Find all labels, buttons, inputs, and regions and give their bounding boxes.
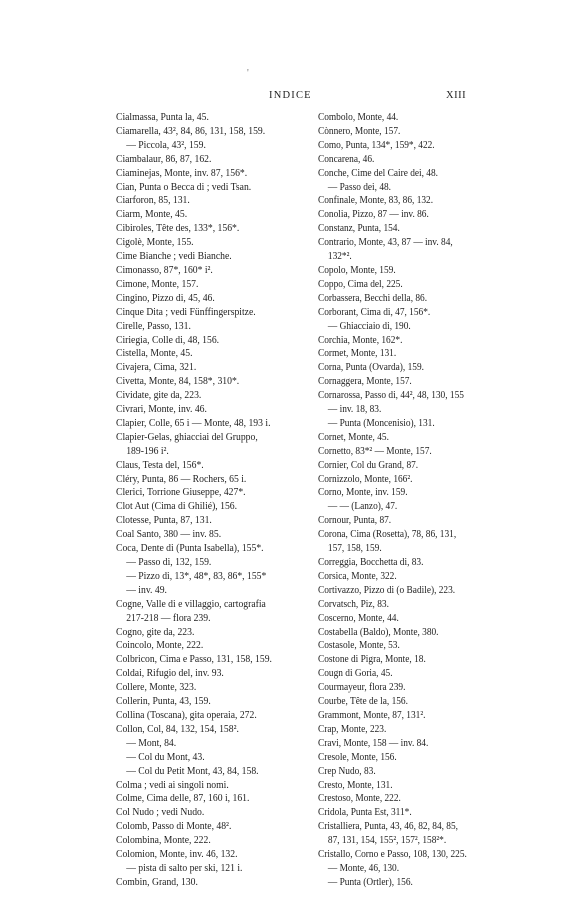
index-entry: Collina (Toscana), gita operaia, 272.: [116, 709, 257, 721]
index-entry: Cristallo, Corno e Passo, 108, 130, 225.: [318, 849, 467, 861]
index-entry: — Piccola, 43², 159.: [126, 139, 206, 151]
index-entry: Ciaminejas, Monte, inv. 87, 156*.: [116, 167, 248, 179]
index-entry: Corsica, Monte, 322.: [318, 570, 397, 582]
index-entry: Cingino, Pizzo di, 45, 46.: [116, 292, 215, 304]
index-entry: Collon, Col, 84, 132, 154, 158².: [116, 723, 239, 735]
index-entry: Corchia, Monte, 162*.: [318, 334, 403, 346]
index-entry: — inv. 18, 83.: [327, 404, 382, 416]
index-entry: Civajera, Cima, 321.: [116, 362, 197, 374]
index-entry: Cirelle, Passo, 131.: [116, 320, 191, 332]
index-entry: Colme, Cima delle, 87, 160 i, 161.: [116, 793, 250, 805]
index-entry: Constanz, Punta, 154.: [318, 223, 400, 235]
index-entry: Cléry, Punta, 86 — Rochers, 65 i.: [116, 473, 247, 485]
index-entry: Crep Nudo, 83.: [318, 765, 376, 777]
index-entry: Ciarm, Monte, 45.: [116, 209, 188, 221]
index-entry: Clot Aut (Cima di Ghilié), 156.: [116, 501, 238, 513]
index-entry: Clapier-Gelas, ghiacciai del Gruppo,: [116, 431, 258, 443]
index-entry: — Punta (Moncenisio), 131.: [327, 417, 435, 429]
index-entry: Como, Punta, 134*, 159*, 422.: [318, 139, 435, 151]
index-entry: Civetta, Monte, 84, 158*, 310*.: [116, 376, 240, 388]
index-entry: Cornet, Monte, 45.: [318, 431, 389, 443]
index-entry: — Col du Petit Mont, 43, 84, 158.: [126, 765, 259, 777]
index-entry: Costabella (Baldo), Monte, 380.: [318, 626, 439, 638]
index-entry: Colombina, Monte, 222.: [116, 835, 211, 847]
index-entry: Contrario, Monte, 43, 87 — inv. 84,: [318, 237, 453, 249]
index-entry: Cimonasso, 87*, 160* i².: [116, 264, 213, 276]
index-entry: Coscerno, Monte, 44.: [318, 612, 399, 624]
index-entry: Cormet, Monte, 131.: [318, 348, 397, 360]
index-entry: Concarena, 46.: [318, 153, 375, 165]
index-entry: — inv. 49.: [126, 584, 167, 596]
index-entry: Ciambalaur, 86, 87, 162.: [116, 153, 212, 165]
index-entry: Correggia, Bocchetta di, 83.: [318, 557, 424, 568]
index-entry: Corvatsch, Piz, 83.: [318, 598, 389, 610]
index-entry: Combolo, Monte, 44.: [318, 112, 399, 123]
index-entry: 189-196 i².: [126, 445, 169, 457]
index-entry: Cime Bianche ; vedi Bianche.: [116, 251, 232, 263]
index-entry: Ciarforon, 85, 131.: [116, 195, 190, 207]
index-entry: — Ghiacciaio di, 190.: [327, 320, 411, 332]
index-entry: — — (Lanzo), 47.: [327, 501, 398, 513]
index-entry: Cresole, Monte, 156.: [318, 751, 397, 763]
index-entry: Cogno, gite da, 223.: [116, 626, 195, 638]
index-entry: — Monte, 46, 130.: [327, 862, 400, 874]
index-entry: Cortivazzo, Pizzo di (o Badile), 223.: [318, 584, 456, 596]
index-entry: Cialmassa, Punta la, 45.: [116, 112, 209, 123]
index-entry: Colomion, Monte, inv. 46, 132.: [116, 849, 238, 861]
index-entry: Crestoso, Monte, 222.: [318, 793, 401, 805]
index-entry: Collerin, Punta, 43, 159.: [116, 696, 211, 708]
index-entry: Corona, Cima (Rosetta), 78, 86, 131,: [318, 529, 457, 541]
index-entry: Cònnero, Monte, 157.: [318, 125, 401, 137]
index-entry: Claus, Testa del, 156*.: [116, 459, 204, 471]
index-entry: Cibiroles, Tête des, 133*, 156*.: [116, 223, 240, 235]
index-entry: Cividate, gite da, 223.: [116, 390, 202, 402]
index-entry: Cresto, Monte, 131.: [318, 779, 393, 791]
index-entry: Conche, Cime del Caire dei, 48.: [318, 167, 438, 179]
index-entry: Cornetto, 83*² — Monte, 157.: [318, 445, 432, 457]
index-entry: Ciriegia, Colle di, 48, 156.: [116, 334, 220, 346]
index-entry: — pista di salto per ski, 121 i.: [126, 862, 243, 874]
index-entry: — Passo di, 132, 159.: [126, 557, 212, 568]
index-entry: 132*².: [327, 251, 352, 263]
running-title: INDICE: [269, 90, 312, 101]
page-number: XIII: [446, 90, 467, 101]
index-entry: Costasole, Monte, 53.: [318, 640, 400, 652]
index-entry: Colbricon, Cima e Passo, 131, 158, 159.: [116, 654, 272, 666]
index-entry: Corbassera, Becchi della, 86.: [318, 292, 428, 304]
index-entry: Cridola, Punta Est, 311*.: [318, 807, 412, 819]
index-entry: Cornier, Col du Grand, 87.: [318, 459, 419, 471]
index-entry: Ciamarella, 43², 84, 86, 131, 158, 159.: [116, 125, 266, 137]
index-entry: Cristalliera, Punta, 43, 46, 82, 84, 85,: [318, 821, 459, 833]
index-entry: Cornour, Punta, 87.: [318, 515, 392, 527]
index-entry: Cornizzolo, Monte, 166².: [318, 473, 413, 485]
index-column-left: [116, 111, 302, 890]
index-entry: Colma ; vedi ai singoli nomi.: [116, 779, 229, 791]
index-entry: 87, 131, 154, 155², 157², 158²*.: [327, 835, 447, 847]
print-mark: ': [247, 68, 249, 79]
index-entry: Colomb, Passo di Monte, 48².: [116, 821, 232, 833]
index-entry: Clerici, Torrione Giuseppe, 427*.: [116, 487, 246, 499]
index-entry: Corborant, Cima di, 47, 156*.: [318, 306, 431, 318]
index-entry: Courbe, Tête de la, 156.: [318, 696, 408, 708]
index-entry: Cougn di Goria, 45.: [318, 668, 393, 680]
index-entry: Grammont, Monte, 87, 131².: [318, 709, 426, 721]
index-entry: Coincolo, Monte, 222.: [116, 640, 204, 652]
index-entry: — Passo dei, 48.: [327, 181, 392, 193]
index-entry: Cigolè, Monte, 155.: [116, 237, 194, 249]
index-entry: Crap, Monte, 223.: [318, 723, 387, 735]
index-entry: Cornarossa, Passo di, 44², 48, 130, 155: [318, 390, 464, 402]
index-entry: Clotesse, Punta, 87, 131.: [116, 515, 212, 527]
index-entry: Col Nudo ; vedi Nudo.: [116, 807, 205, 819]
index-entry: 217-218 — flora 239.: [126, 612, 211, 624]
index-entry: Clapier, Colle, 65 i — Monte, 48, 193 i.: [116, 417, 271, 429]
index-column-right: [318, 111, 475, 890]
page-header: [0, 90, 580, 106]
index-entry: Coca, Dente di (Punta Isabella), 155*.: [116, 543, 264, 555]
index-entry: Coppo, Cima del, 225.: [318, 278, 403, 290]
index-entry: Confinale, Monte, 83, 86, 132.: [318, 195, 434, 207]
index-entry: — Mont, 84.: [126, 737, 177, 749]
index-entry: — Pizzo di, 13*, 48*, 83, 86*, 155*: [126, 570, 267, 582]
index-entry: Cravi, Monte, 158 — inv. 84.: [318, 737, 429, 749]
index-entry: Copolo, Monte, 159.: [318, 264, 396, 276]
index-entry: — Col du Mont, 43.: [126, 751, 205, 763]
index-entry: Corno, Monte, inv. 159.: [318, 487, 408, 499]
index-entry: Civrari, Monte, inv. 46.: [116, 404, 207, 416]
index-entry: Cornaggera, Monte, 157.: [318, 376, 412, 388]
index-entry: Cogne, Valle di e villaggio, cartografia: [116, 598, 266, 610]
index-entry: Costone di Pigra, Monte, 18.: [318, 654, 426, 666]
index-entry: Conolia, Pizzo, 87 — inv. 86.: [318, 209, 429, 221]
index-entry: — Punta (Ortler), 156.: [327, 876, 413, 888]
index-entry: 157, 158, 159.: [327, 543, 382, 555]
index-entry: Cistella, Monte, 45.: [116, 348, 193, 360]
index-entry: Cian, Punta o Becca di ; vedi Tsan.: [116, 181, 252, 193]
index-entry: Coldai, Rifugio del, inv. 93.: [116, 668, 224, 680]
index-entry: Collere, Monte, 323.: [116, 682, 197, 694]
index-entry: Cinque Dita ; vedi Fünffingerspitze.: [116, 306, 256, 318]
index-entry: Combin, Grand, 130.: [116, 876, 198, 888]
index-entry: Cimone, Monte, 157.: [116, 278, 199, 290]
index-entry: Coal Santo, 380 — inv. 85.: [116, 529, 222, 541]
index-entry: Corna, Punta (Ovarda), 159.: [318, 362, 424, 374]
index-entry: Courmayeur, flora 239.: [318, 682, 406, 694]
